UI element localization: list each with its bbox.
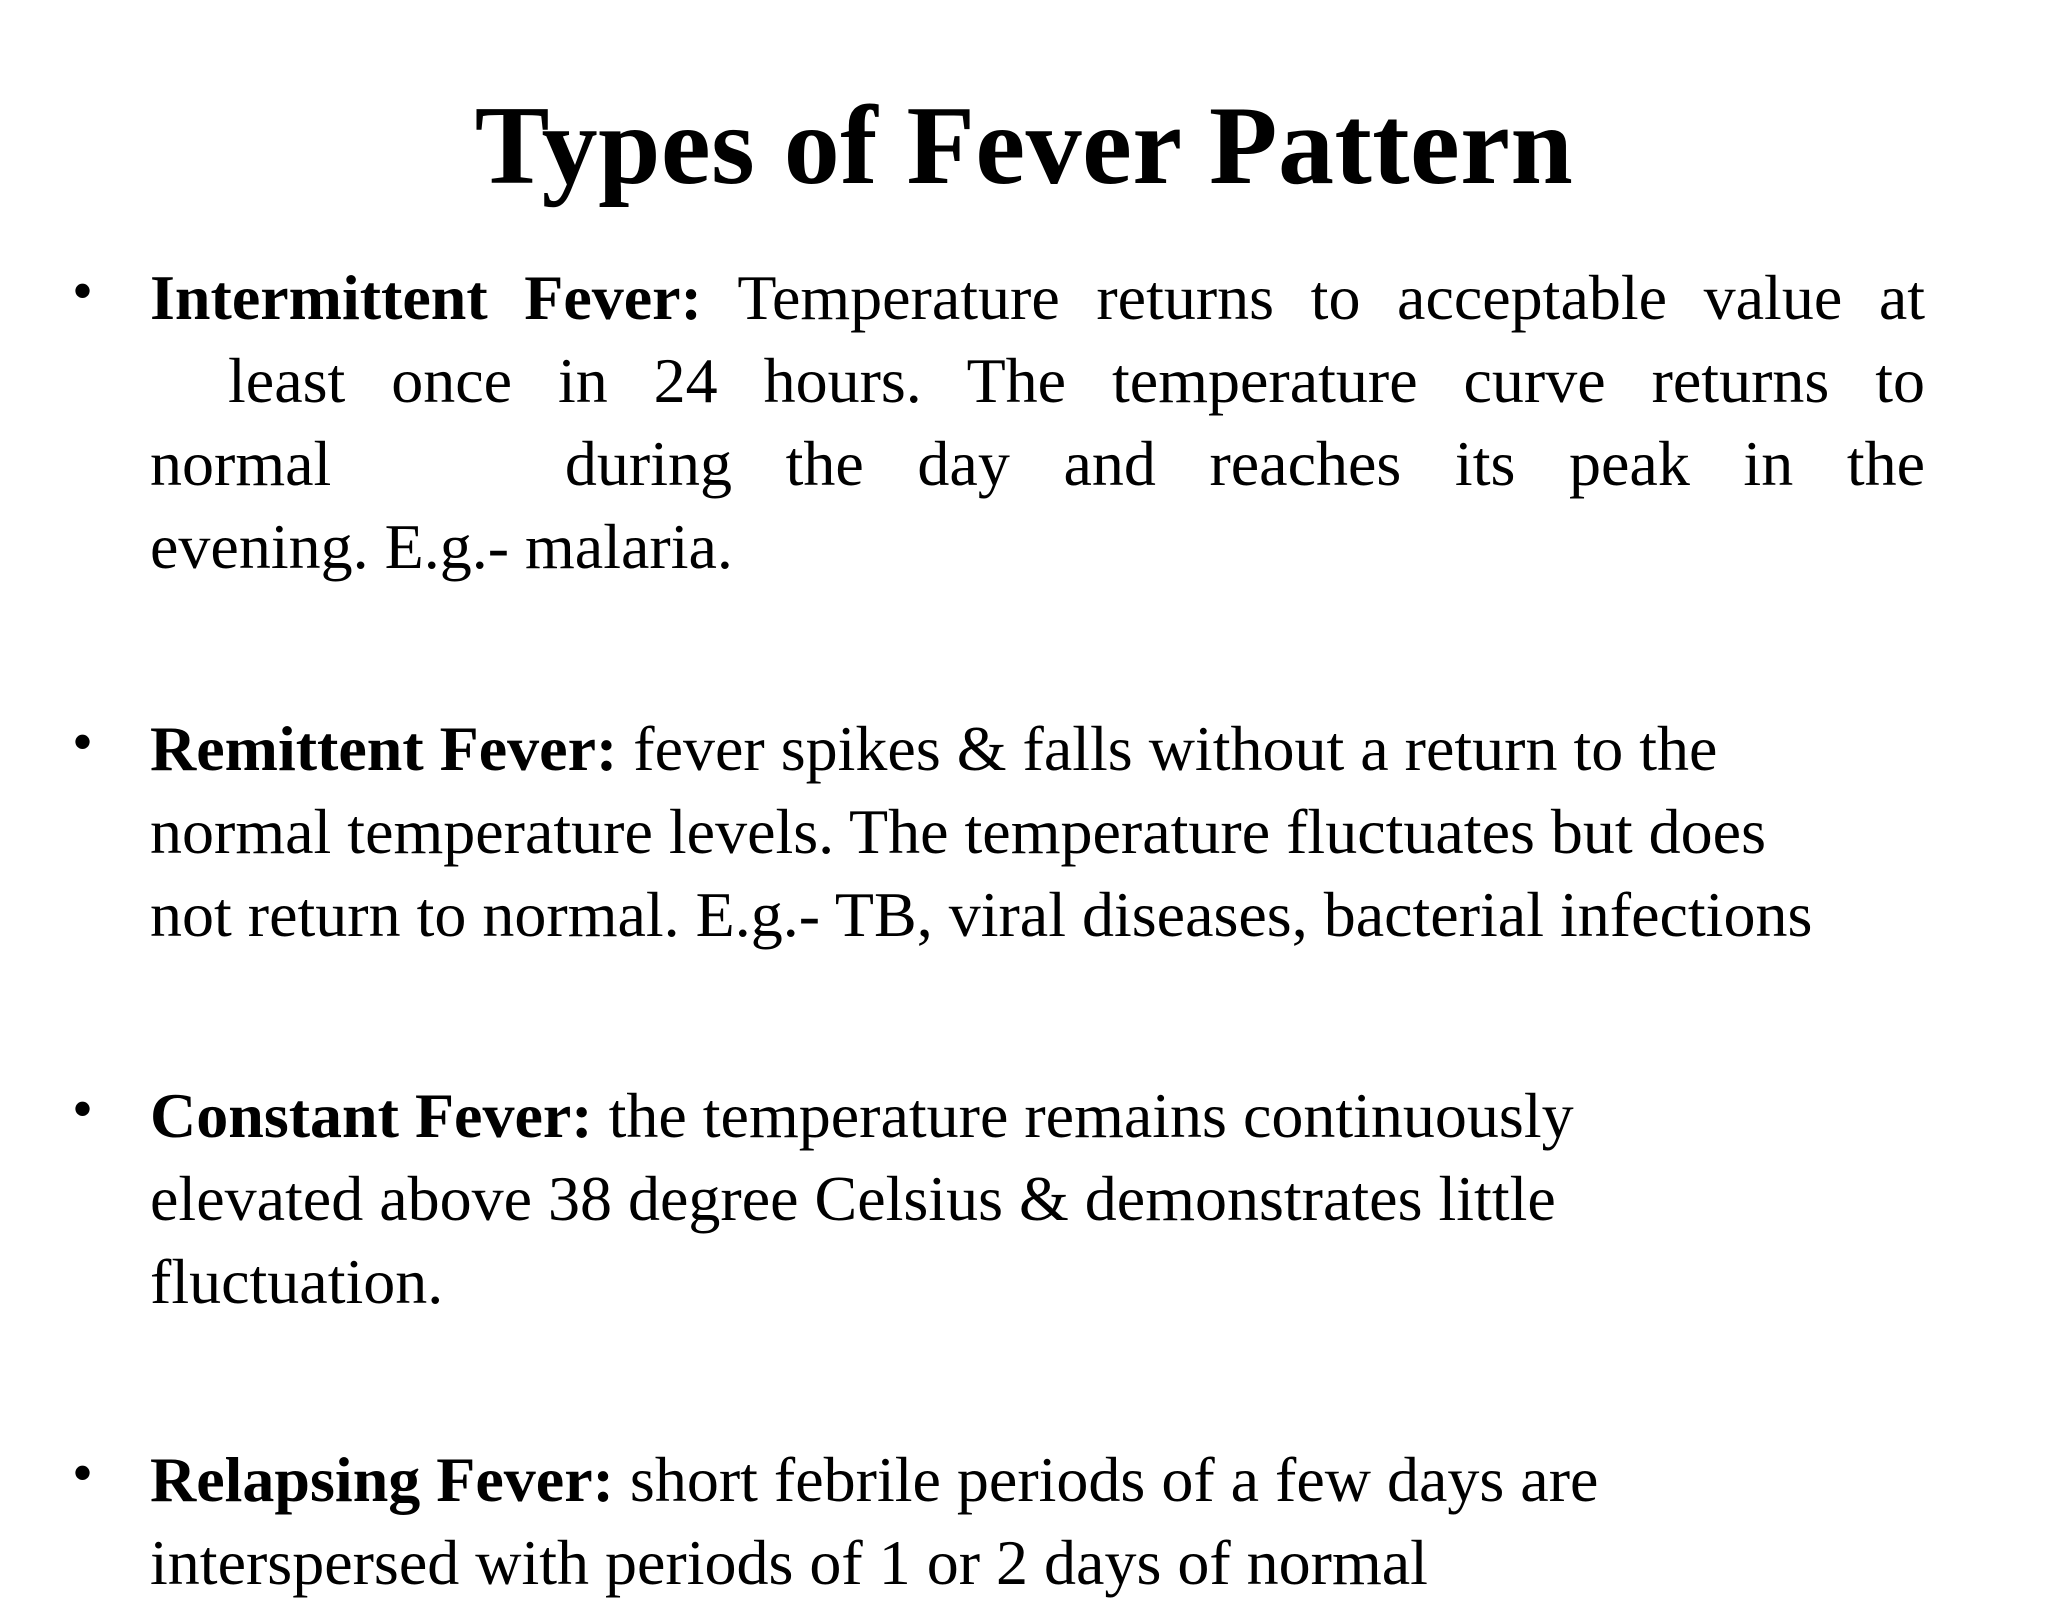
bullet-text: short febrile periods of a few days are xyxy=(613,1444,1599,1515)
bullet-text: Temperature returns to acceptable value at xyxy=(701,262,1925,333)
bullet-line: interspersed with periods of 1 or 2 days of normal xyxy=(150,1527,1428,1598)
bullet-line: least once in 24 hours. The temperature curve returns to xyxy=(228,345,1925,416)
bullet-line: elevated above 38 degree Celsius & demonstrates little xyxy=(150,1163,1556,1234)
bullet-term: Relapsing Fever: xyxy=(150,1444,614,1515)
bullet-text: during the day and reaches its peak in the xyxy=(564,428,1926,499)
bullet-intermittent-fever xyxy=(72,256,1926,588)
bullet-line: not return to normal. E.g.- TB, viral diseases, bacterial infections xyxy=(150,879,1813,950)
bullet-term: Intermittent Fever: xyxy=(150,262,702,333)
bullet-dot-icon: • xyxy=(72,258,94,324)
bullet-dot-icon: • xyxy=(72,709,94,775)
bullet-line: normal temperature levels. The temperature fluctuates but does xyxy=(150,796,1766,867)
bullet-line xyxy=(150,1074,1850,1157)
bullet-term: Constant Fever: xyxy=(150,1080,593,1151)
bullet-relapsing-fever xyxy=(72,1438,1850,1604)
bullet-text: normal xyxy=(150,428,332,499)
bullet-text: fever spikes & falls without a return to the xyxy=(617,713,1718,784)
bullet-line xyxy=(150,707,1950,790)
bullet-line xyxy=(150,422,1925,505)
bullet-text: the temperature remains continuously xyxy=(592,1080,1574,1151)
bullet-constant-fever xyxy=(72,1074,1850,1323)
bullet-line: evening. E.g.- malaria. xyxy=(150,511,733,582)
bullet-line xyxy=(150,1438,1850,1521)
bullet-remittent-fever xyxy=(72,707,1950,956)
bullet-term: Remittent Fever: xyxy=(150,713,618,784)
bullet-line xyxy=(150,256,1925,339)
bullet-dot-icon: • xyxy=(72,1440,94,1506)
bullet-line: fluctuation. xyxy=(150,1246,444,1317)
slide-title: Types of Fever Pattern xyxy=(474,84,1574,208)
bullet-dot-icon: • xyxy=(72,1076,94,1142)
